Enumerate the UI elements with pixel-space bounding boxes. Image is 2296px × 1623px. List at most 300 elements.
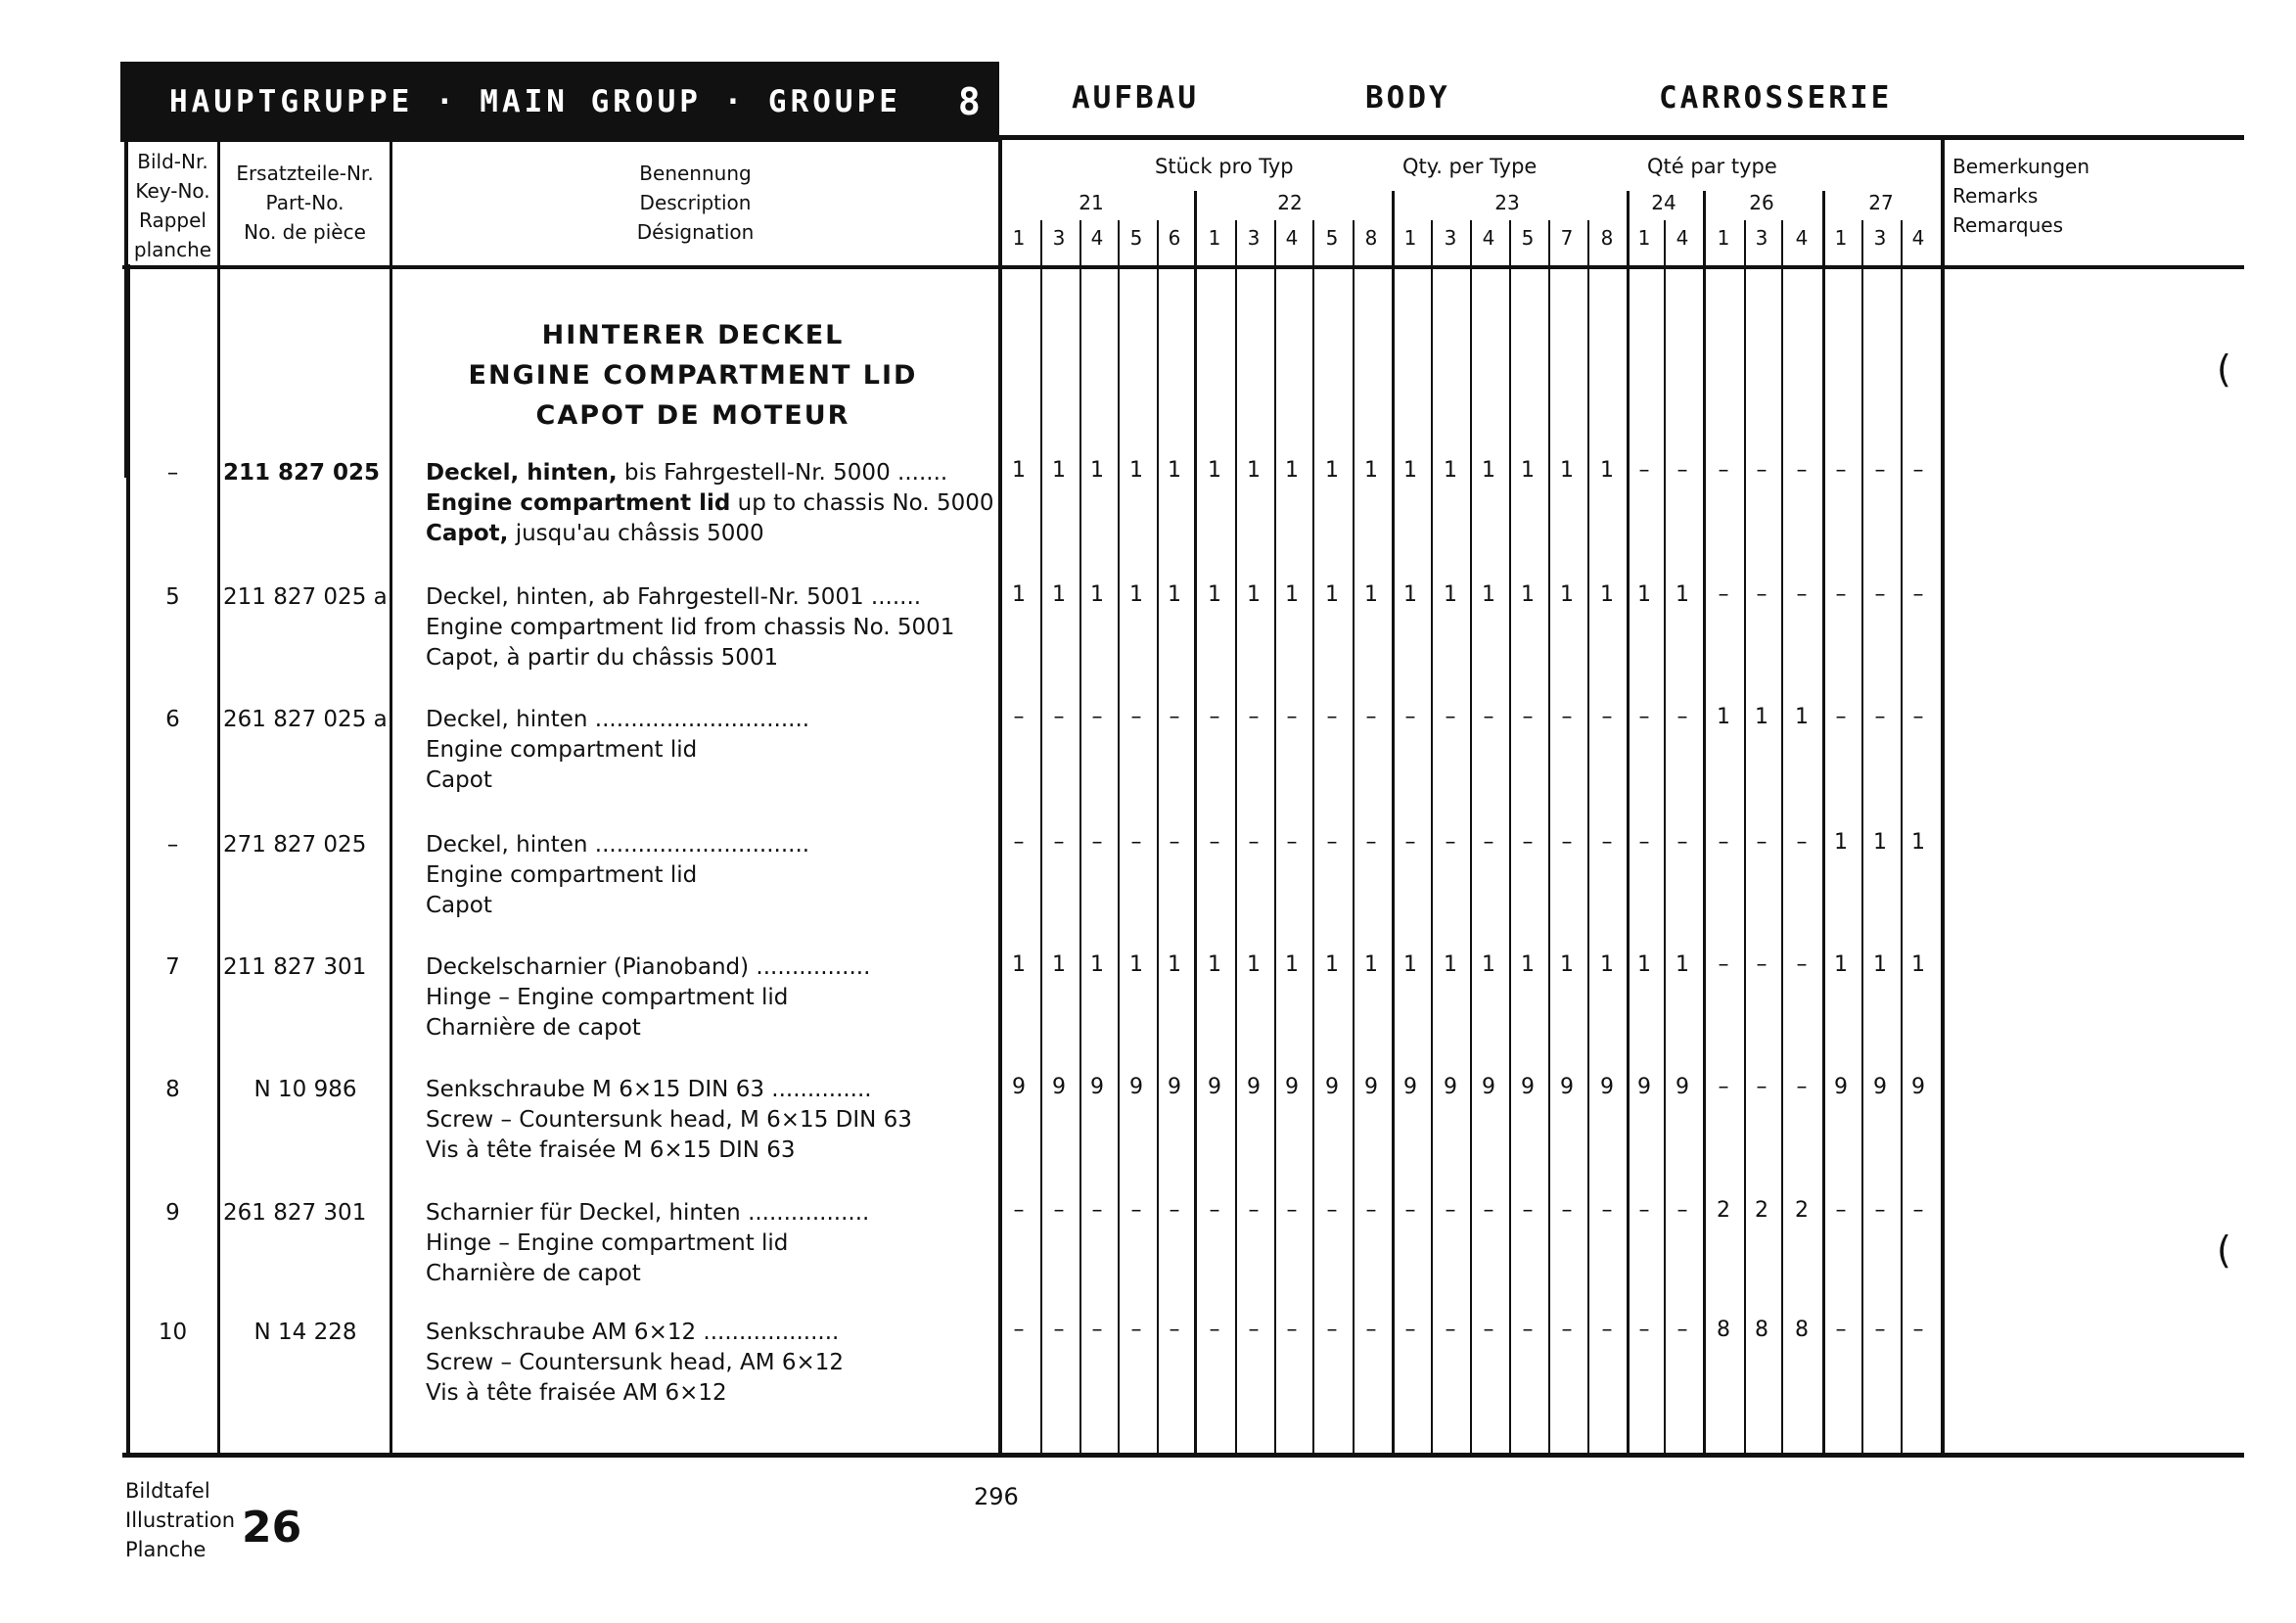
description-en (426, 488, 994, 519)
main-group-label: HAUPTGRUPPE · MAIN GROUP · GROUPE (169, 84, 901, 119)
part-no-cell: N 10 986 (253, 1077, 357, 1102)
qty-cell: – (1835, 458, 1847, 483)
qty-cell: 8 (1717, 1318, 1730, 1342)
qty-cell: 1 (1444, 458, 1457, 483)
subtype-label: 1 (1403, 226, 1417, 250)
qty-cell: 1 (1403, 582, 1417, 607)
table-bottom-rule (122, 1453, 2244, 1458)
qty-cell: – (1013, 1198, 1025, 1223)
qty-cell: 1 (1208, 582, 1221, 607)
qty-cell: 1 (1403, 458, 1417, 483)
qty-cell: – (1483, 1318, 1494, 1342)
qty-cell: – (1522, 1318, 1534, 1342)
qty-column-divider (1781, 220, 1783, 1455)
description-fr-text: Capot, à partir du châssis 5001 (426, 645, 779, 671)
part-no-cell: 211 827 025 a (223, 584, 388, 610)
divider-desc-qty (998, 137, 1002, 1457)
description-de-text: bis Fahrgestell-Nr. 5000 ....... (617, 460, 948, 486)
qty-cell: 1 (1012, 952, 1026, 977)
subtype-label: 1 (1834, 226, 1848, 250)
qty-cell: – (1756, 458, 1768, 483)
qty-cell: – (1248, 830, 1260, 855)
qty-cell: – (1286, 1198, 1298, 1223)
qty-column-divider (1392, 191, 1395, 1455)
qty-cell: 1 (1795, 705, 1809, 729)
qty-column-divider (1744, 220, 1746, 1455)
divider-key-part (217, 137, 220, 1457)
qty-cell: 9 (1168, 1075, 1181, 1099)
section-name-de: AUFBAU (1072, 80, 1199, 116)
description-en-text: Screw – Countersunk head, AM 6×12 (426, 1350, 845, 1375)
qty-cell: – (1404, 830, 1416, 855)
qty-cell: 1 (1717, 705, 1730, 729)
key-no-cell: 6 (165, 707, 180, 732)
qty-cell: – (1286, 830, 1298, 855)
qty-cell: – (1638, 1198, 1650, 1223)
qty-cell: 1 (1168, 458, 1181, 483)
description-fr-bold: Capot, (426, 521, 509, 546)
qty-cell: – (1638, 830, 1650, 855)
qty-cell: – (1286, 705, 1298, 729)
qty-cell: – (1796, 830, 1808, 855)
subtype-label: 4 (1911, 226, 1925, 250)
part-no-cell: 211 827 301 (223, 954, 367, 980)
description-en (426, 613, 974, 643)
qty-cell: – (1169, 705, 1180, 729)
qty-cell: 8 (1795, 1318, 1809, 1342)
qty-cell: 1 (1285, 458, 1299, 483)
qty-cell: 1 (1364, 458, 1378, 483)
qty-cell: – (1718, 582, 1729, 607)
qty-column-divider (1079, 220, 1081, 1455)
description-en (426, 983, 974, 1013)
margin-bracket-mark: ( (2217, 348, 2231, 391)
qty-cell: – (1676, 705, 1688, 729)
description-cell (426, 458, 994, 549)
description-fr-text: jusqu'au châssis 5000 (508, 521, 764, 546)
qty-cell: 9 (1676, 1075, 1689, 1099)
subtype-label: 1 (1717, 226, 1730, 250)
qty-cell: 1 (1129, 582, 1143, 607)
qty-cell: – (1091, 705, 1103, 729)
qty-cell: 9 (1403, 1075, 1417, 1099)
description-cell (426, 1075, 974, 1166)
qty-cell: – (1053, 705, 1065, 729)
qty-cell: – (1209, 1318, 1220, 1342)
qty-cell: – (1169, 1318, 1180, 1342)
qty-cell: 1 (1482, 582, 1495, 607)
qty-cell: – (1522, 705, 1534, 729)
qty-column-divider (1353, 220, 1355, 1455)
description-de (426, 952, 974, 983)
qty-cell: – (1638, 458, 1650, 483)
description-fr (426, 891, 974, 921)
key-no-cell: 7 (165, 954, 180, 980)
description-de (426, 582, 974, 613)
qty-cell: 9 (1560, 1075, 1574, 1099)
description-de-text: Scharnier für Deckel, hinten ................. (426, 1200, 870, 1226)
description-de-text: Deckel, hinten .............................. (426, 707, 810, 732)
description-cell (426, 582, 974, 673)
section-name-fr: CARROSSERIE (1659, 80, 1893, 116)
qty-column-divider (1703, 191, 1706, 1455)
description-de-text: Senkschraube AM 6×12 ................... (426, 1320, 840, 1345)
qty-cell: – (1053, 1198, 1065, 1223)
frame-left (126, 264, 130, 1457)
qty-cell: 9 (1325, 1075, 1339, 1099)
description-en-text: Hinge – Engine compartment lid (426, 985, 789, 1010)
qty-cell: – (1365, 1198, 1377, 1223)
qty-cell: – (1676, 458, 1688, 483)
qty-cell: 1 (1247, 952, 1261, 977)
description-fr (426, 1136, 974, 1166)
qty-cell: 1 (1444, 582, 1457, 607)
description-en (426, 1105, 974, 1136)
margin-bracket-mark: ( (2217, 1229, 2231, 1272)
description-en-text: Engine compartment lid (426, 862, 698, 888)
qty-cell: – (1796, 952, 1808, 977)
qty-cell: 1 (1364, 582, 1378, 607)
qty-cell: – (1130, 830, 1142, 855)
subtype-label: 8 (1364, 226, 1378, 250)
qty-cell: 1 (1600, 458, 1614, 483)
qty-cell: – (1676, 1318, 1688, 1342)
description-de-text: Deckelscharnier (Pianoband) ................ (426, 954, 871, 980)
qty-cell: 1 (1755, 705, 1768, 729)
description-de-bold: Deckel, hinten, (426, 460, 618, 486)
qty-cell: – (1169, 830, 1180, 855)
type-group-label: 26 (1749, 191, 1774, 214)
qty-cell: – (1483, 1198, 1494, 1223)
qty-column-divider (1509, 220, 1511, 1455)
qty-cell: 9 (1637, 1075, 1651, 1099)
type-group-label: 24 (1651, 191, 1676, 214)
qty-column-divider (1470, 220, 1472, 1455)
subtype-label: 5 (1129, 226, 1143, 250)
qty-cell: – (1365, 1318, 1377, 1342)
description-de (426, 458, 974, 488)
qty-cell: – (1874, 458, 1886, 483)
plate-label: Bildtafel Illustration Planche (125, 1479, 236, 1561)
description-fr (426, 765, 974, 796)
qty-cell: 2 (1755, 1198, 1768, 1223)
subtype-label: 3 (1873, 226, 1887, 250)
qty-cell: – (1561, 1318, 1573, 1342)
qty-cell: – (1091, 1318, 1103, 1342)
qty-cell: 9 (1129, 1075, 1143, 1099)
qty-cell: 1 (1325, 458, 1339, 483)
qty-cell: – (1835, 1198, 1847, 1223)
qty-cell: 1 (1911, 952, 1925, 977)
qty-cell: 1 (1364, 952, 1378, 977)
subtype-label: 1 (1012, 226, 1026, 250)
description-cell (426, 830, 974, 921)
qty-cell: – (1091, 1198, 1103, 1223)
qty-cell: – (1912, 582, 1924, 607)
qty-cell: – (1209, 1198, 1220, 1223)
key-no-cell: 5 (165, 584, 180, 610)
key-no-cell: – (166, 460, 179, 486)
qty-cell: – (1718, 830, 1729, 855)
qty-cell: 1 (1911, 830, 1925, 855)
key-no-cell: 9 (165, 1200, 180, 1226)
description-fr (426, 1378, 974, 1409)
key-no-cell: 8 (165, 1077, 180, 1102)
description-fr-text: Charnière de capot (426, 1261, 641, 1286)
description-de (426, 1318, 974, 1348)
qty-cell: 9 (1012, 1075, 1026, 1099)
description-de-text: Deckel, hinten .............................. (426, 832, 810, 858)
qty-cell: 1 (1521, 582, 1535, 607)
description-en-text: up to chassis No. 5000 (730, 490, 994, 516)
qty-cell: 9 (1834, 1075, 1848, 1099)
qty-cell: 1 (1168, 952, 1181, 977)
qty-cell: – (1445, 1198, 1456, 1223)
qty-cell: 1 (1873, 952, 1887, 977)
description-fr-text: Capot (426, 767, 492, 793)
description-de (426, 1198, 974, 1229)
qty-cell: 9 (1444, 1075, 1457, 1099)
qty-cell: – (1053, 1318, 1065, 1342)
key-no-cell: – (166, 832, 179, 858)
qty-cell: 9 (1208, 1075, 1221, 1099)
qty-column-divider (1312, 220, 1314, 1455)
qty-cell: – (1601, 830, 1613, 855)
description-header: Benennung Description Désignation (636, 162, 755, 244)
subtype-label: 3 (1052, 226, 1066, 250)
qty-cell: 1 (1444, 952, 1457, 977)
qty-cell: 1 (1403, 952, 1417, 977)
main-group-number: 8 (957, 80, 981, 123)
qty-cell: 9 (1911, 1075, 1925, 1099)
type-group-label: 23 (1494, 191, 1520, 214)
subtype-label: 1 (1208, 226, 1221, 250)
qty-label-en: Qty. per Type (1402, 155, 1538, 178)
description-fr-text: Capot (426, 893, 492, 918)
qty-cell: – (1638, 1318, 1650, 1342)
section-title: HINTERER DECKEL ENGINE COMPARTMENT LID CAPOT DE MOTEUR (468, 320, 918, 431)
divider-qty-remarks (1941, 137, 1945, 1457)
part-no-cell: 271 827 025 (223, 832, 367, 858)
qty-cell: 1 (1637, 952, 1651, 977)
description-de (426, 705, 974, 735)
description-cell (426, 952, 974, 1043)
header-bottom-rule (122, 265, 2244, 269)
type-group-label: 22 (1277, 191, 1303, 214)
qty-cell: 9 (1364, 1075, 1378, 1099)
subtype-label: 7 (1560, 226, 1574, 250)
description-de-text: Senkschraube M 6×15 DIN 63 .............. (426, 1077, 872, 1102)
qty-cell: – (1130, 705, 1142, 729)
qty-cell: – (1601, 1318, 1613, 1342)
qty-cell: – (1326, 1198, 1338, 1223)
qty-cell: 9 (1090, 1075, 1104, 1099)
description-fr-text: Vis à tête fraisée AM 6×12 (426, 1380, 727, 1406)
qty-column-divider (1822, 191, 1825, 1455)
subtype-label: 4 (1090, 226, 1104, 250)
qty-cell: 1 (1873, 830, 1887, 855)
description-fr (426, 1013, 974, 1043)
description-cell (426, 1318, 974, 1409)
qty-cell: – (1718, 952, 1729, 977)
qty-column-divider (1194, 191, 1197, 1455)
qty-cell: – (1912, 1318, 1924, 1342)
subtype-label: 1 (1637, 226, 1651, 250)
qty-cell: 1 (1129, 458, 1143, 483)
page-number: 296 (974, 1483, 1019, 1510)
qty-cell: – (1874, 1198, 1886, 1223)
qty-cell: 9 (1873, 1075, 1887, 1099)
qty-cell: 1 (1676, 952, 1689, 977)
part-no-cell: 261 827 025 a (223, 707, 388, 732)
qty-cell: 9 (1052, 1075, 1066, 1099)
qty-cell: – (1835, 705, 1847, 729)
qty-cell: – (1013, 830, 1025, 855)
qty-cell: 1 (1834, 830, 1848, 855)
qty-cell: – (1130, 1198, 1142, 1223)
divider-part-desc (390, 137, 392, 1457)
header-top-rule (999, 135, 2244, 140)
key-no-cell: 10 (158, 1320, 188, 1345)
qty-cell: – (1561, 705, 1573, 729)
part-no-cell: 261 827 301 (223, 1200, 367, 1226)
subtype-label: 3 (1247, 226, 1261, 250)
qty-cell: 1 (1325, 582, 1339, 607)
qty-cell: 1 (1247, 582, 1261, 607)
qty-label-de: Stück pro Typ (1155, 155, 1294, 178)
section-name-en: BODY (1365, 80, 1450, 116)
qty-cell: 1 (1521, 458, 1535, 483)
qty-cell: 1 (1012, 458, 1026, 483)
description-en (426, 735, 974, 765)
qty-cell: 1 (1834, 952, 1848, 977)
description-de (426, 1075, 974, 1105)
qty-cell: – (1445, 705, 1456, 729)
description-en (426, 1229, 974, 1259)
qty-cell: 1 (1052, 952, 1066, 977)
qty-cell: 1 (1560, 582, 1574, 607)
qty-cell: 2 (1795, 1198, 1809, 1223)
qty-cell: – (1326, 830, 1338, 855)
description-en-bold: Engine compartment lid (426, 490, 731, 516)
description-fr (426, 519, 974, 549)
qty-cell: 1 (1052, 458, 1066, 483)
qty-column-divider (1627, 191, 1630, 1455)
qty-cell: 1 (1482, 458, 1495, 483)
qty-cell: – (1796, 458, 1808, 483)
qty-cell: – (1483, 830, 1494, 855)
qty-cell: – (1326, 1318, 1338, 1342)
subtype-label: 4 (1285, 226, 1299, 250)
qty-cell: – (1209, 705, 1220, 729)
qty-cell: – (1874, 1318, 1886, 1342)
qty-cell: 1 (1090, 582, 1104, 607)
qty-cell: – (1912, 458, 1924, 483)
qty-cell: – (1483, 705, 1494, 729)
qty-cell: 9 (1521, 1075, 1535, 1099)
subtype-label: 4 (1795, 226, 1809, 250)
qty-cell: – (1676, 830, 1688, 855)
subtype-label: 4 (1482, 226, 1495, 250)
qty-cell: 1 (1325, 952, 1339, 977)
part-no-header: Ersatzteile-Nr. Part-No. No. de pièce (236, 162, 374, 244)
qty-cell: 1 (1208, 458, 1221, 483)
qty-cell: 1 (1600, 952, 1614, 977)
qty-cell: – (1561, 830, 1573, 855)
qty-cell: 9 (1600, 1075, 1614, 1099)
description-de (426, 830, 974, 860)
qty-cell: – (1013, 1318, 1025, 1342)
qty-cell: – (1718, 458, 1729, 483)
qty-cell: 1 (1285, 582, 1299, 607)
qty-cell: – (1404, 705, 1416, 729)
qty-cell: 1 (1129, 952, 1143, 977)
qty-cell: – (1013, 705, 1025, 729)
subtype-label: 5 (1521, 226, 1535, 250)
qty-cell: 1 (1247, 458, 1261, 483)
description-en (426, 860, 974, 891)
qty-cell: – (1796, 582, 1808, 607)
qty-cell: 1 (1012, 582, 1026, 607)
qty-cell: – (1912, 705, 1924, 729)
description-de-text: Deckel, hinten, ab Fahrgestell-Nr. 5001 ....... (426, 584, 922, 610)
qty-cell: 1 (1560, 952, 1574, 977)
qty-column-divider (1431, 220, 1433, 1455)
key-no-header: Bild-Nr. Key-No. Rappel planche (133, 150, 212, 261)
subtype-label: 6 (1168, 226, 1181, 250)
qty-cell: 1 (1560, 458, 1574, 483)
type-group-label: 21 (1079, 191, 1104, 214)
qty-cell: 1 (1168, 582, 1181, 607)
qty-column-divider (1901, 220, 1903, 1455)
description-en-text: Engine compartment lid from chassis No. 5001 (426, 615, 955, 640)
qty-cell: – (1522, 830, 1534, 855)
qty-cell: – (1522, 1198, 1534, 1223)
qty-cell: – (1718, 1075, 1729, 1099)
part-no-cell: 211 827 025 (223, 460, 381, 486)
description-cell (426, 705, 974, 796)
qty-cell: – (1326, 705, 1338, 729)
part-no-cell: N 14 228 (253, 1320, 357, 1345)
description-fr-text: Vis à tête fraisée M 6×15 DIN 63 (426, 1137, 796, 1163)
qty-cell: – (1091, 830, 1103, 855)
qty-cell: – (1638, 705, 1650, 729)
qty-column-divider (1274, 220, 1276, 1455)
subtype-label: 4 (1676, 226, 1689, 250)
qty-cell: 1 (1637, 582, 1651, 607)
qty-column-divider (1235, 220, 1237, 1455)
qty-cell: 1 (1090, 952, 1104, 977)
qty-cell: – (1053, 830, 1065, 855)
description-en-text: Hinge – Engine compartment lid (426, 1230, 789, 1256)
qty-cell: 1 (1052, 582, 1066, 607)
qty-cell: – (1209, 830, 1220, 855)
qty-cell: – (1169, 1198, 1180, 1223)
qty-cell: 1 (1090, 458, 1104, 483)
qty-cell: – (1874, 705, 1886, 729)
description-fr (426, 643, 974, 673)
remarks-header: Bemerkungen Remarks Remarques (1952, 155, 2090, 237)
qty-cell: 8 (1755, 1318, 1768, 1342)
qty-cell: – (1601, 1198, 1613, 1223)
qty-cell: – (1404, 1198, 1416, 1223)
qty-column-divider (1548, 220, 1550, 1455)
qty-cell: – (1756, 830, 1768, 855)
type-group-label: 27 (1868, 191, 1894, 214)
qty-column-divider (1664, 220, 1666, 1455)
qty-cell: 1 (1208, 952, 1221, 977)
description-en (426, 1348, 974, 1378)
